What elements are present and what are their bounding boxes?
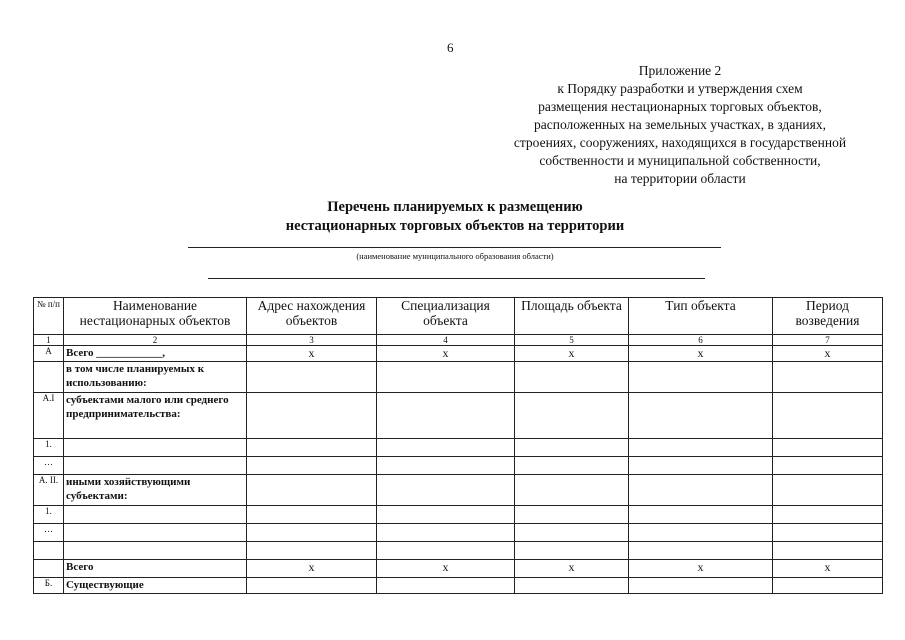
row-name — [64, 439, 247, 457]
row-number: А.I — [34, 393, 64, 439]
row-mark — [515, 475, 629, 506]
row-mark — [377, 542, 515, 560]
row-mark — [629, 393, 773, 439]
row-mark: х — [629, 346, 773, 362]
row-mark: х — [377, 346, 515, 362]
column-number: 4 — [377, 335, 515, 346]
row-name — [64, 542, 247, 560]
row-mark — [247, 457, 377, 475]
row-mark: х — [629, 560, 773, 578]
row-mark — [773, 457, 883, 475]
row-number: … — [34, 524, 64, 542]
row-mark — [377, 475, 515, 506]
table-row — [34, 362, 883, 393]
table-row — [34, 524, 883, 542]
row-mark — [773, 524, 883, 542]
row-name: Всего ____________, — [64, 346, 247, 362]
row-mark — [629, 362, 773, 393]
row-number: Б. — [34, 578, 64, 594]
row-mark: х — [773, 346, 883, 362]
row-name — [64, 524, 247, 542]
row-name: иными хозяйствующими субъектами: — [64, 475, 247, 506]
row-name — [64, 506, 247, 524]
row-mark — [377, 362, 515, 393]
row-number: 1. — [34, 439, 64, 457]
table-row — [34, 439, 883, 457]
row-mark — [629, 542, 773, 560]
appendix-line: к Порядку разработки и утверждения схем — [557, 81, 803, 96]
column-number: 2 — [64, 335, 247, 346]
row-number — [34, 362, 64, 393]
row-number — [34, 542, 64, 560]
row-name — [64, 457, 247, 475]
row-mark — [377, 457, 515, 475]
row-mark: х — [247, 560, 377, 578]
row-mark — [773, 578, 883, 594]
row-mark — [773, 542, 883, 560]
row-mark — [377, 439, 515, 457]
row-mark — [377, 524, 515, 542]
row-mark — [377, 578, 515, 594]
row-mark — [629, 578, 773, 594]
row-number — [34, 560, 64, 578]
row-mark — [629, 457, 773, 475]
municipality-blank-line — [188, 247, 721, 248]
row-mark: х — [247, 346, 377, 362]
row-number: 1. — [34, 506, 64, 524]
row-mark — [247, 524, 377, 542]
column-number: 6 — [629, 335, 773, 346]
table-row — [34, 542, 883, 560]
row-mark — [773, 506, 883, 524]
appendix-line: на территории области — [614, 171, 746, 186]
row-number: А. II. — [34, 475, 64, 506]
column-number: 5 — [515, 335, 629, 346]
appendix-line: собственности и муниципальной собственности, — [539, 153, 821, 168]
table-row — [34, 457, 883, 475]
row-mark — [629, 524, 773, 542]
row-mark — [773, 362, 883, 393]
row-mark — [773, 393, 883, 439]
row-mark — [515, 542, 629, 560]
row-mark — [629, 439, 773, 457]
column-number: 7 — [773, 335, 883, 346]
appendix-line: расположенных на земельных участках, в зданиях, — [534, 117, 826, 132]
municipality-caption: (наименование муниципального образования области) — [356, 251, 554, 261]
row-mark — [629, 506, 773, 524]
header-cell: Площадь объекта — [515, 298, 629, 335]
second-blank-line — [208, 278, 705, 279]
row-mark — [247, 578, 377, 594]
row-mark — [377, 393, 515, 439]
row-name: в том числе планируемых к использованию: — [64, 362, 247, 393]
row-mark: х — [515, 560, 629, 578]
header-cell: Адрес нахождения объектов — [247, 298, 377, 335]
appendix-line: размещения нестационарных торговых объектов, — [538, 99, 822, 114]
row-name: субъектами малого или среднего предпринимательства: — [64, 393, 247, 439]
row-mark — [515, 439, 629, 457]
column-number: 1 — [34, 335, 64, 346]
page-number: 6 — [447, 40, 454, 55]
row-mark — [515, 457, 629, 475]
row-mark — [247, 542, 377, 560]
row-mark: х — [515, 346, 629, 362]
row-mark — [515, 362, 629, 393]
objects-table — [33, 297, 883, 594]
row-mark — [515, 506, 629, 524]
row-mark — [773, 439, 883, 457]
table-row — [34, 393, 883, 439]
row-mark — [377, 506, 515, 524]
row-mark — [515, 393, 629, 439]
row-name: Существующие — [64, 578, 247, 594]
header-cell: № п/п — [34, 298, 64, 335]
title-line: нестационарных торговых объектов на территории — [285, 218, 625, 234]
row-mark — [629, 475, 773, 506]
row-mark — [247, 506, 377, 524]
table-row — [34, 506, 883, 524]
header-cell: Специализация объекта — [377, 298, 515, 335]
appendix-line: Приложение 2 — [638, 63, 722, 78]
row-number: … — [34, 457, 64, 475]
header-cell: Наименование нестационарных объектов — [64, 298, 247, 335]
table-row — [34, 346, 883, 362]
header-cell: Тип объекта — [629, 298, 773, 335]
column-number: 3 — [247, 335, 377, 346]
document-title — [200, 198, 710, 236]
row-mark — [247, 362, 377, 393]
appendix-line: строениях, сооружениях, находящихся в государственной — [513, 135, 847, 150]
table-row — [34, 560, 883, 578]
row-mark — [515, 578, 629, 594]
row-mark — [773, 475, 883, 506]
table-row — [34, 475, 883, 506]
column-number-row — [34, 335, 883, 346]
header-row — [34, 298, 883, 335]
row-mark — [515, 524, 629, 542]
row-number: А — [34, 346, 64, 362]
title-line: Перечень планируемых к размещению — [327, 199, 583, 215]
row-mark — [247, 439, 377, 457]
row-name: Всего — [64, 560, 247, 578]
appendix-note — [460, 62, 900, 188]
table-row — [34, 578, 883, 594]
row-mark: х — [377, 560, 515, 578]
row-mark: х — [773, 560, 883, 578]
header-cell: Период возведения — [773, 298, 883, 335]
row-mark — [247, 393, 377, 439]
row-mark — [247, 475, 377, 506]
